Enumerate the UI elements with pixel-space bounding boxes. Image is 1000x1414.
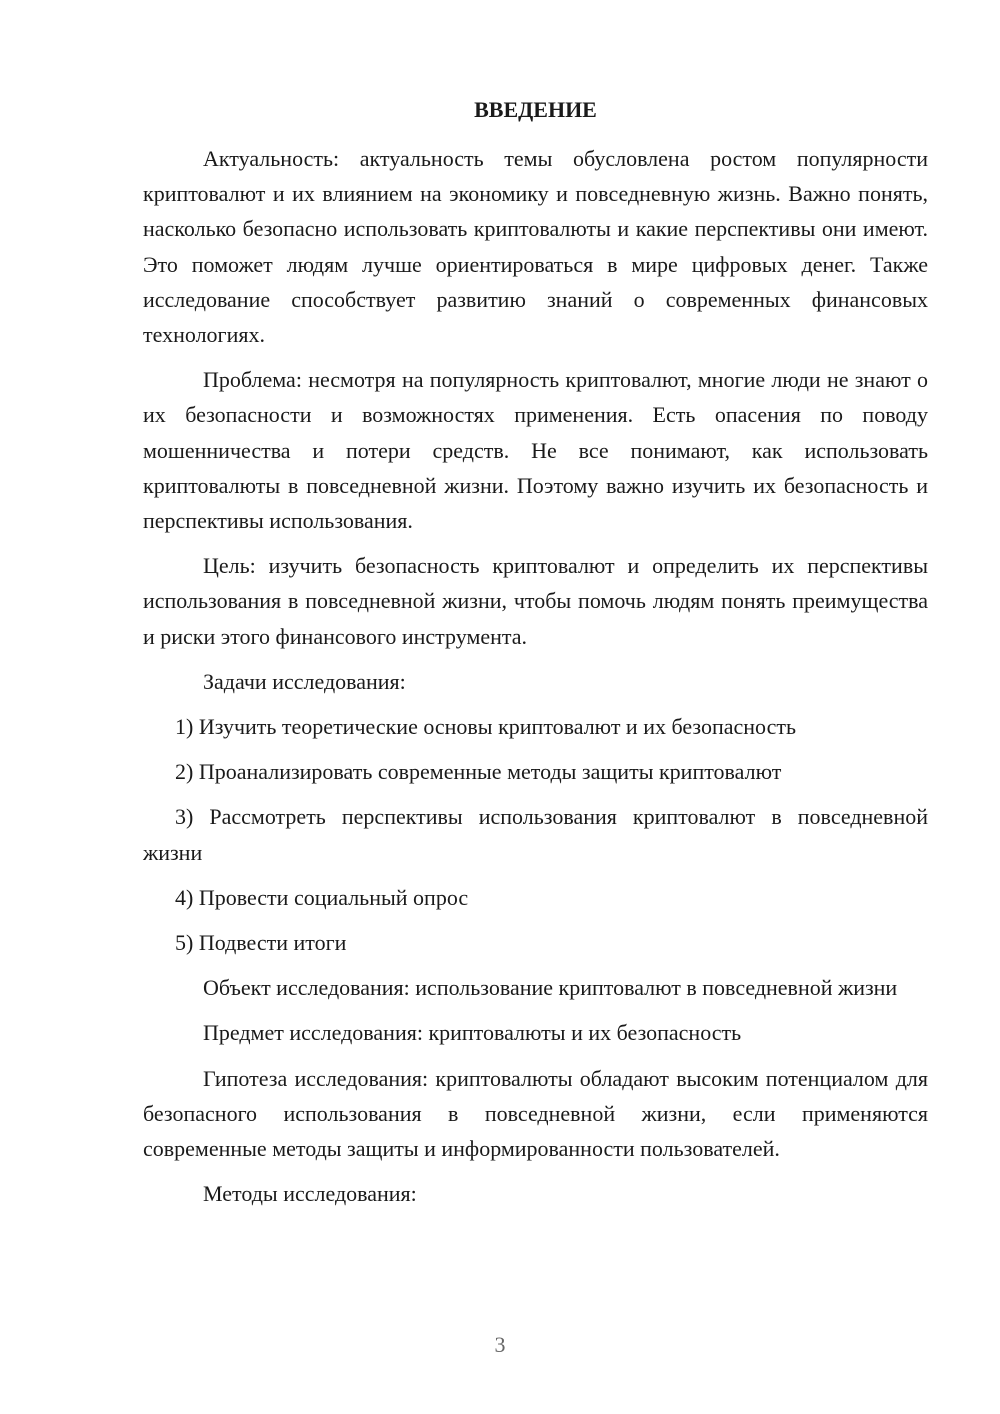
tasks-heading: Задачи исследования: <box>203 668 406 694</box>
relevance-paragraph: Актуальность: актуальность темы обусловлена ростом популярности криптовалют и их влиянием на экономику и повседневную жизнь. Важно понять, насколько безопасно использовать криптовалюты и какие перспективы они имеют. Это поможет людям лучше ориентироваться в мире цифровых денег. Также исследование способствует развитию знаний о современных финансовых технологиях. <box>143 146 928 348</box>
goal-paragraph: Цель: изучить безопасность криптовалют и определить их перспективы использования в повседневной жизни, чтобы помочь людям понять преимущества и риски этого финансового инструмента. <box>143 553 928 649</box>
task-item-5: 5) Подвести итоги <box>175 930 347 956</box>
hypothesis-paragraph: Гипотеза исследования: криптовалюты обладают высоким потенциалом для безопасного использования в повседневной жизни, если применяются современные методы защиты и информированности пользователей. <box>143 1065 928 1162</box>
task-item-4: 4) Провести социальный опрос <box>175 884 469 910</box>
object-paragraph: Объект исследования: использование криптовалют в повседневной жизни <box>203 975 898 1001</box>
page-number: 3 <box>494 1332 506 1357</box>
document-body <box>143 95 928 1221</box>
problem-paragraph: Проблема: несмотря на популярность криптовалют, многие люди не знают о их безопасности и возможностях применения. Есть опасения по поводу мошенничества и потери средств. Не все понимают, как использовать криптовалюты в повседневной жизни. Поэтому важно изучить их безопасность и перспективы использования. <box>143 367 928 534</box>
subject-paragraph: Предмет исследования: криптовалюты и их безопасность <box>203 1020 742 1046</box>
task-item-1: 1) Изучить теоретические основы криптовалют и их безопасность <box>175 714 797 740</box>
task-item-3: 3) Рассмотреть перспективы использования криптовалют в повседневной жизни <box>143 804 928 865</box>
section-title: ВВЕДЕНИЕ <box>474 97 597 122</box>
methods-heading: Методы исследования: <box>203 1181 417 1207</box>
task-item-2: 2) Проанализировать современные методы защиты криптовалют <box>175 759 782 785</box>
